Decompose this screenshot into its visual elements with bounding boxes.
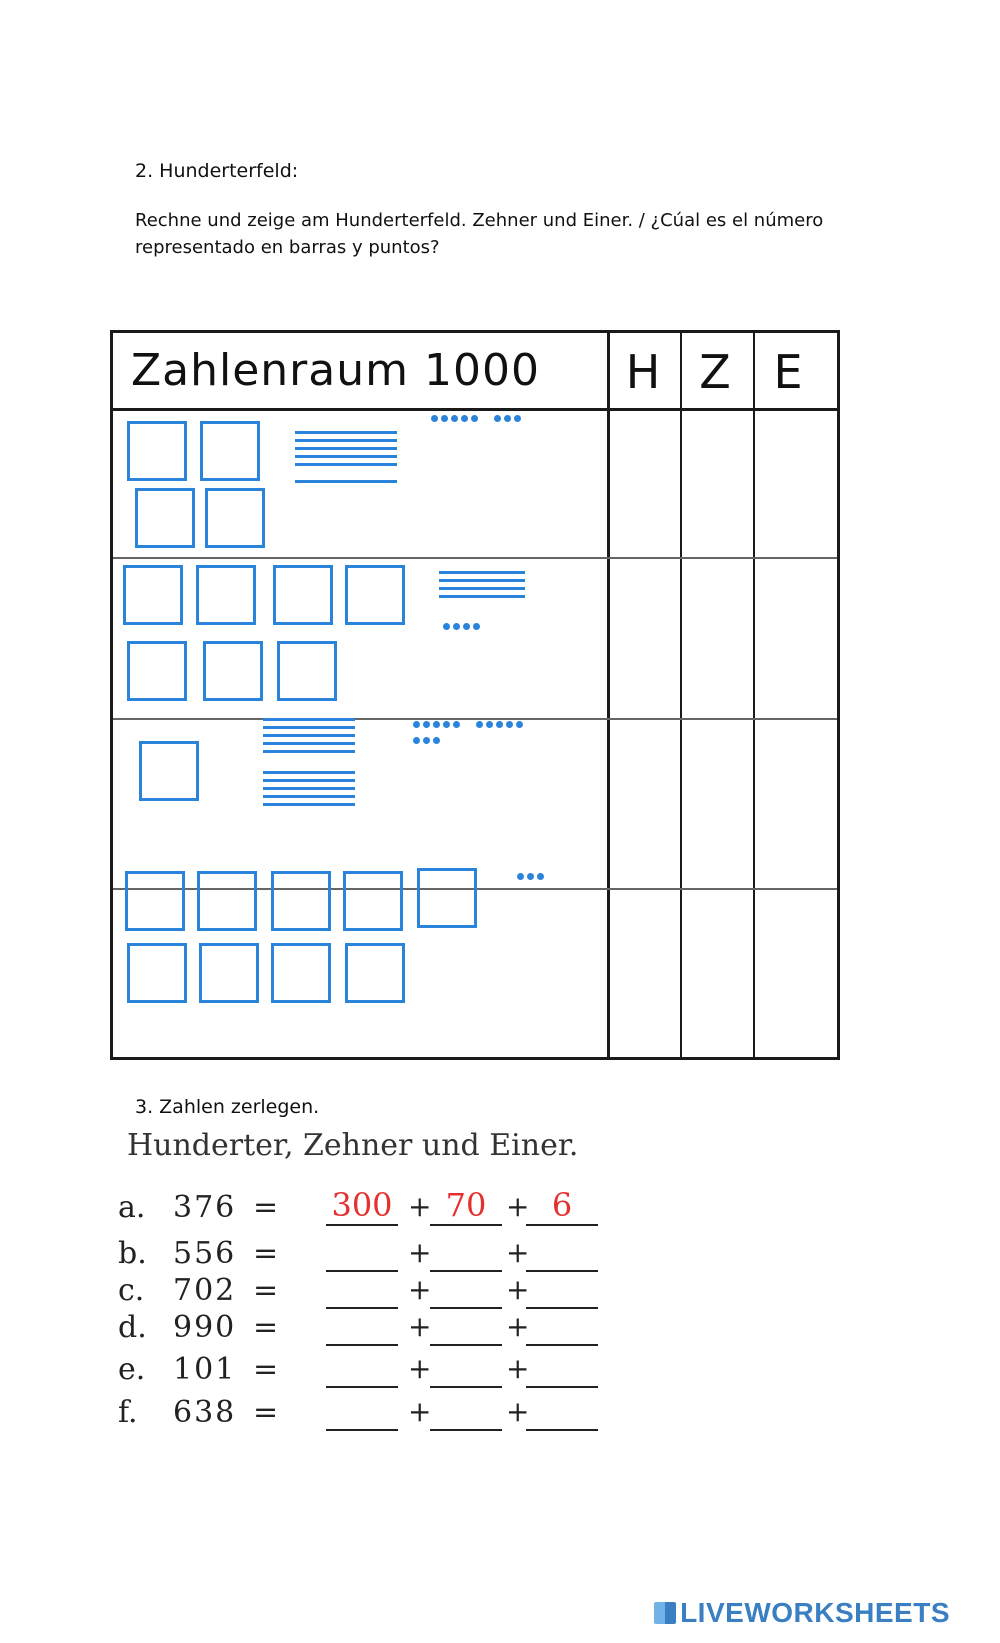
one-dot [453, 623, 460, 630]
liveworksheets-logo [654, 1597, 950, 1629]
one-dot [433, 737, 440, 744]
hundred-square [203, 641, 263, 701]
plus-sign: + [408, 1352, 432, 1385]
ten-bar [263, 803, 355, 806]
exercise-number: 101 [173, 1352, 237, 1387]
hundred-square [200, 421, 260, 481]
hundred-square [271, 871, 331, 931]
hundred-square [199, 943, 259, 1003]
equals-sign: = [253, 1352, 279, 1387]
answer-cell-row2-h[interactable] [610, 560, 678, 716]
one-dot [453, 721, 460, 728]
plus-sign: + [408, 1395, 432, 1428]
plus-sign: + [408, 1310, 432, 1343]
one-dot [443, 721, 450, 728]
plus-sign: + [506, 1236, 530, 1269]
section-2-instruction: Rechne und zeige am Hunderterfeld. Zehner und Einer. / ¿Cúal es el número representado en barras y puntos? [135, 210, 824, 258]
answer-blank-e[interactable] [526, 1429, 598, 1431]
answer-blank-h[interactable] [326, 1386, 398, 1388]
answer-cell-row3-z[interactable] [683, 721, 751, 886]
answer-cell-row1-z[interactable] [683, 411, 751, 555]
answer-cell-row2-z[interactable] [683, 560, 751, 716]
exercise-row [118, 1186, 618, 1230]
plus-sign: + [506, 1352, 530, 1385]
one-dot [494, 415, 501, 422]
ten-bar [295, 439, 397, 442]
equals-sign: = [253, 1273, 279, 1308]
equals-sign: = [253, 1310, 279, 1345]
logo-text: LIVEWORKSHEETS [680, 1597, 950, 1628]
one-dot [463, 623, 470, 630]
exercise-row [118, 1352, 618, 1392]
plus-sign: + [506, 1310, 530, 1343]
one-dot [527, 873, 534, 880]
column-header-e: E [773, 345, 803, 399]
answer-cell-row3-e[interactable] [756, 721, 836, 886]
dot-gap [463, 721, 473, 728]
ten-bar [263, 726, 355, 729]
one-dot [451, 415, 458, 422]
one-dot [517, 873, 524, 880]
answer-blank-h[interactable] [326, 1270, 398, 1272]
one-dots [413, 721, 523, 728]
one-dot [413, 721, 420, 728]
ten-bar [263, 779, 355, 782]
answer-cell-row4-e[interactable] [756, 891, 836, 1057]
ten-bar [263, 795, 355, 798]
dot-gap [481, 415, 491, 422]
equals-sign: = [253, 1190, 279, 1225]
one-dot [506, 721, 513, 728]
plus-sign: + [408, 1236, 432, 1269]
answer-blank-e[interactable] [526, 1307, 598, 1309]
column-divider [753, 333, 755, 1057]
plus-sign: + [506, 1273, 530, 1306]
ten-bar [263, 742, 355, 745]
ten-bar [439, 595, 525, 598]
ten-bar [263, 750, 355, 753]
answer-value-z: 70 [445, 1186, 487, 1224]
ten-bars [439, 571, 525, 603]
one-dot [504, 415, 511, 422]
hundred-square [127, 641, 187, 701]
plus-sign: + [506, 1395, 530, 1428]
hundred-square [417, 868, 477, 928]
column-divider [680, 333, 682, 1057]
exercise-letter: b. [118, 1236, 147, 1271]
ten-bar [295, 447, 397, 450]
answer-blank-e[interactable] [526, 1386, 598, 1388]
hundred-square [139, 741, 199, 801]
ten-bar [295, 463, 397, 466]
hundreds-table [110, 330, 840, 1060]
exercise-row [118, 1236, 618, 1276]
one-dots [431, 415, 521, 422]
one-dot [537, 873, 544, 880]
hundred-square [345, 565, 405, 625]
one-dot [443, 623, 450, 630]
one-dot [461, 415, 468, 422]
one-dot [423, 721, 430, 728]
answer-blank-z[interactable] [430, 1270, 502, 1272]
row-divider [113, 718, 837, 720]
exercise-number: 702 [173, 1273, 237, 1308]
answer-cell-row4-h[interactable] [610, 891, 678, 1057]
answer-blank-e[interactable] [526, 1270, 598, 1272]
column-header-h: H [625, 345, 661, 399]
answer-blank-z[interactable] [430, 1224, 502, 1226]
one-dots [443, 623, 480, 630]
exercise-number: 990 [173, 1310, 237, 1345]
one-dots [517, 873, 544, 880]
one-dot [423, 737, 430, 744]
hundred-square [343, 871, 403, 931]
exercise-letter: d. [118, 1310, 147, 1345]
hundred-square [123, 565, 183, 625]
hundred-square [197, 871, 257, 931]
answer-cell-row1-e[interactable] [756, 411, 836, 555]
ten-bar [263, 787, 355, 790]
one-dots [413, 737, 440, 744]
section-3-subheading: Hunderter, Zehner und Einer. [127, 1128, 579, 1163]
plus-sign: + [408, 1190, 432, 1223]
answer-blank-z[interactable] [430, 1307, 502, 1309]
logo-icon [654, 1602, 676, 1624]
one-dot [471, 415, 478, 422]
row-divider [113, 557, 837, 559]
answer-value-h: 300 [331, 1186, 393, 1224]
ten-bar [295, 480, 397, 483]
answer-value-e: 6 [551, 1186, 573, 1224]
hundred-square [125, 871, 185, 931]
exercise-number: 556 [173, 1236, 237, 1271]
exercise-row [118, 1310, 618, 1350]
one-dot [441, 415, 448, 422]
equals-sign: = [253, 1395, 279, 1430]
exercise-letter: c. [118, 1273, 145, 1308]
answer-blank-e[interactable] [526, 1344, 598, 1346]
hundred-square [127, 943, 187, 1003]
exercise-letter: f. [118, 1395, 138, 1430]
answer-cell-row2-e[interactable] [756, 560, 836, 716]
answer-blank-h[interactable] [326, 1429, 398, 1431]
one-dot [516, 721, 523, 728]
hundred-square [135, 488, 195, 548]
hundred-square [271, 943, 331, 1003]
answer-blank-z[interactable] [430, 1386, 502, 1388]
exercise-number: 376 [173, 1190, 237, 1225]
answer-blank-h[interactable] [326, 1344, 398, 1346]
equals-sign: = [253, 1236, 279, 1271]
one-dot [486, 721, 493, 728]
exercise-letter: e. [118, 1352, 146, 1387]
ten-bar [295, 431, 397, 434]
section-2-heading: 2. Hunderterfeld: [135, 160, 299, 182]
exercise-row [118, 1395, 618, 1435]
hundred-square [273, 565, 333, 625]
exercise-letter: a. [118, 1190, 146, 1225]
answer-blank-h[interactable] [326, 1307, 398, 1309]
column-header-z: Z [699, 345, 731, 399]
ten-bar [263, 718, 355, 721]
hundred-square [277, 641, 337, 701]
ten-bars [295, 431, 397, 488]
exercise-row [118, 1273, 618, 1313]
ten-bar [439, 571, 525, 574]
answer-cell-row3-h[interactable] [610, 721, 678, 886]
one-dot [496, 721, 503, 728]
answer-blank-z[interactable] [430, 1344, 502, 1346]
one-dot [476, 721, 483, 728]
ten-bar [295, 455, 397, 458]
one-dot [431, 415, 438, 422]
answer-blank-e[interactable] [526, 1224, 598, 1226]
hundred-square [205, 488, 265, 548]
answer-cell-row1-h[interactable] [610, 411, 678, 555]
plus-sign: + [506, 1190, 530, 1223]
hundred-square [127, 421, 187, 481]
ten-bars [263, 718, 355, 811]
exercise-number: 638 [173, 1395, 237, 1430]
ten-bar [263, 734, 355, 737]
table-title: Zahlenraum 1000 [131, 345, 540, 396]
ten-bar [439, 587, 525, 590]
one-dot [433, 721, 440, 728]
hundred-square [196, 565, 256, 625]
one-dot [514, 415, 521, 422]
one-dot [413, 737, 420, 744]
answer-cell-row4-z[interactable] [683, 891, 751, 1057]
section-3-heading: 3. Zahlen zerlegen. [135, 1096, 320, 1118]
hundred-square [345, 943, 405, 1003]
answer-blank-h[interactable] [326, 1224, 398, 1226]
one-dot [473, 623, 480, 630]
plus-sign: + [408, 1273, 432, 1306]
answer-blank-z[interactable] [430, 1429, 502, 1431]
ten-bar [263, 771, 355, 774]
ten-bar [439, 579, 525, 582]
